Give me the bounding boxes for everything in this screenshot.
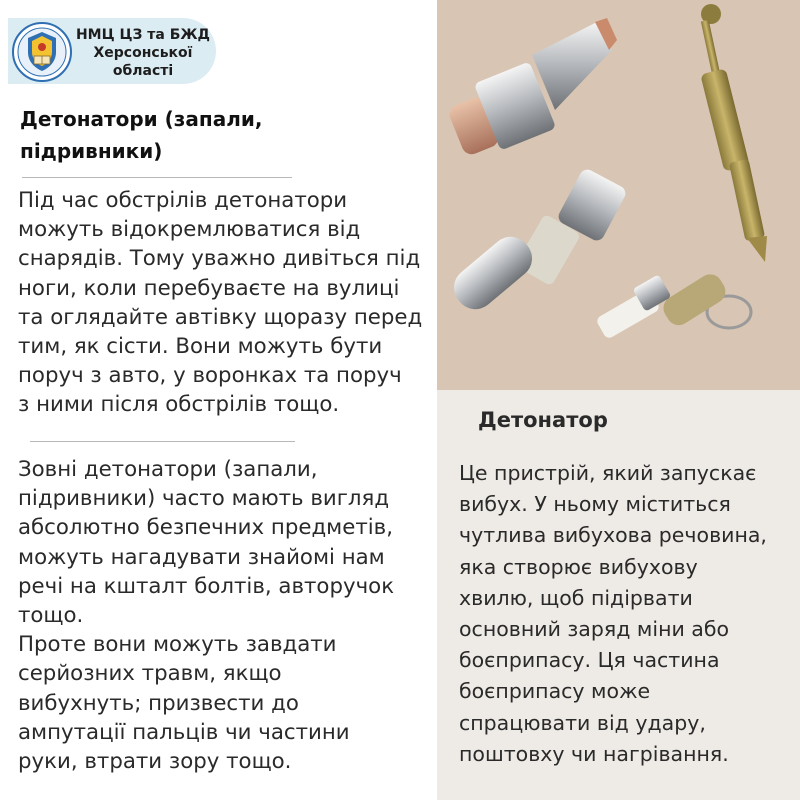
text-line: боєприпасу може bbox=[459, 679, 651, 704]
text-line: тощо. bbox=[18, 603, 84, 629]
warning-paragraph bbox=[18, 186, 428, 420]
text-line: тим, як сісти. Вони можуть бути bbox=[18, 334, 383, 360]
text-line: та оглядайте автівку щоразу перед bbox=[18, 304, 423, 330]
divider bbox=[22, 177, 292, 178]
ring-detonator-image bbox=[595, 270, 751, 340]
cylinder-detonator-image bbox=[446, 167, 628, 318]
text-line: ноги, коли перебуваєте на вулиці bbox=[18, 275, 400, 301]
text-line: снарядів. Тому уважно дивіться під bbox=[18, 246, 421, 272]
text-line: ампутації пальців чи частини bbox=[18, 719, 350, 745]
text-line: боєприпасу. Ця частина bbox=[459, 648, 720, 673]
text-line: Під час обстрілів детонатори bbox=[18, 188, 348, 213]
org-name bbox=[74, 26, 212, 80]
appearance-paragraph bbox=[18, 455, 428, 776]
org-name-line: Херсонської bbox=[93, 45, 193, 61]
pencil-detonator-image bbox=[700, 4, 767, 262]
text-line: можуть відокремлюватися від bbox=[18, 217, 361, 243]
text-line: абсолютно безпечних предметів, bbox=[18, 515, 393, 541]
detonators-photo bbox=[437, 0, 800, 390]
text-line: поштовху чи нагрівання. bbox=[459, 741, 729, 766]
text-line: вибухнуть; призвести до bbox=[18, 690, 299, 716]
text-line: руки, втрати зору тощо. bbox=[18, 749, 292, 775]
section-title bbox=[20, 103, 320, 167]
definition-title: Детонатор bbox=[478, 408, 608, 432]
text-line: серйозних травм, якщо bbox=[18, 661, 282, 687]
section-title-line: підривники) bbox=[20, 139, 163, 163]
org-name-line: області bbox=[112, 63, 174, 79]
text-line: хвилю, щоб підірвати bbox=[459, 585, 693, 610]
section-title-line: Детонатори (запали, bbox=[20, 107, 263, 131]
text-line: спрацювати від удару, bbox=[459, 710, 706, 735]
text-line: з ними після обстрілів тощо. bbox=[18, 392, 340, 418]
fuze-image bbox=[447, 18, 617, 157]
text-line: вибух. У ньому міститься bbox=[459, 492, 731, 517]
org-name-line: НМЦ ЦЗ та БЖД bbox=[75, 27, 211, 43]
text-line: можуть нагадувати знайомі нам bbox=[18, 544, 385, 570]
org-emblem-icon bbox=[12, 22, 72, 82]
text-line: чутлива вибухова речовина, bbox=[459, 523, 767, 548]
text-line: підривники) часто мають вигляд bbox=[18, 486, 390, 512]
definition-text bbox=[459, 458, 789, 770]
text-line: основний заряд міни або bbox=[459, 617, 730, 642]
text-line: Це пристрій, який запускає bbox=[459, 461, 757, 485]
divider bbox=[30, 441, 295, 442]
text-line: Зовні детонатори (запали, bbox=[18, 457, 318, 482]
text-line: речі на кшталт болтів, авторучок bbox=[18, 573, 395, 599]
text-line: поруч з авто, у воронках та поруч bbox=[18, 363, 402, 389]
text-line: Проте вони можуть завдати bbox=[18, 632, 337, 658]
text-line: яка створює вибухову bbox=[459, 554, 698, 579]
